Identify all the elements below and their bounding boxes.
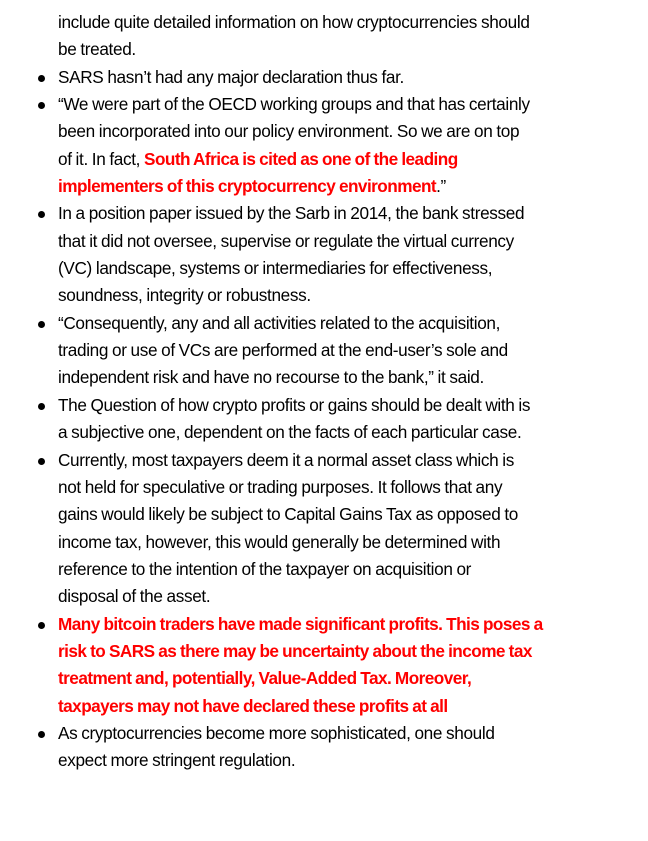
body-text: (VC) landscape, systems or intermediaries for effectiveness, [58,258,493,279]
bullet-item [0,200,648,309]
text-line [58,693,630,720]
bullet-list [0,9,648,775]
text-line [58,611,630,638]
text-line [58,419,630,446]
body-text: a subjective one, dependent on the facts of each particular case. [58,422,522,443]
bullet-icon [38,75,45,82]
text-line [58,118,630,145]
body-text: disposal of the asset. [58,586,211,607]
text-line [58,364,630,391]
bullet-item [0,91,648,200]
text-line [58,228,630,255]
document-page [0,9,648,775]
text-line [58,747,630,774]
text-line [58,173,630,200]
continuation-paragraph [0,9,648,64]
body-text: “We were part of the OECD working groups and that has certainly [58,94,530,115]
bullet-icon [38,458,45,465]
body-text: of it. In fact, [58,148,145,169]
text-line [58,474,630,501]
body-text: trading or use of VCs are performed at the end-user’s sole and [58,340,508,361]
text-line [58,556,630,583]
body-text: been incorporated into our policy environment. So we are on top [58,121,520,142]
bullet-icon [38,622,45,629]
text-line [58,501,630,528]
bullet-icon [38,211,45,218]
highlighted-text: treatment and, potentially, Value-Added Tax. Moreover, [58,668,472,689]
bullet-item [0,720,648,775]
text-line [58,310,630,337]
body-text: SARS hasn’t had any major declaration thus far. [58,66,404,87]
text-line [58,583,630,610]
body-text: The Question of how crypto profits or gains should be dealt with is [58,394,531,415]
bullet-item [0,310,648,392]
bullet-icon [38,731,45,738]
bullet-item [0,447,648,611]
body-text: expect more stringent regulation. [58,750,296,771]
bullet-item [0,611,648,720]
bullet-item [0,392,648,447]
highlighted-text: risk to SARS as there may be uncertainty about the income tax [58,640,532,661]
body-text: soundness, integrity or robustness. [58,285,311,306]
text-line [58,392,630,419]
bullet-icon [38,102,45,109]
body-text: independent risk and have no recourse to the bank,” it said. [58,367,484,388]
bullet-item [0,64,648,91]
highlighted-text: South Africa is cited as one of the leading [144,148,458,169]
text-line [58,146,630,173]
body-text: gains would likely be subject to Capital Gains Tax as opposed to [58,504,519,525]
body-text: .” [436,176,446,197]
body-text: In a position paper issued by the Sarb in 2014, the bank stressed [58,203,525,224]
text-line [58,200,630,227]
text-line [58,638,630,665]
highlighted-text: Many bitcoin traders have made significant profits. This poses a [58,613,543,634]
bullet-icon [38,403,45,410]
text-line [58,447,630,474]
text-line [58,665,630,692]
body-text: reference to the intention of the taxpayer on acquisition or [58,558,472,579]
body-text: Currently, most taxpayers deem it a normal asset class which is [58,449,514,470]
text-line [58,255,630,282]
text-line [58,337,630,364]
highlighted-text: implementers of this cryptocurrency environment [58,176,437,197]
body-text: not held for speculative or trading purposes. It follows that any [58,476,503,497]
body-text: be treated. [58,39,136,60]
body-text: include quite detailed information on how cryptocurrencies should [58,12,530,32]
text-line [58,9,630,36]
body-text: “Consequently, any and all activities related to the acquisition, [58,312,501,333]
text-line [58,64,630,91]
body-text: income tax, however, this would generally be determined with [58,531,501,552]
text-line [58,529,630,556]
body-text: that it did not oversee, supervise or regulate the virtual currency [58,230,514,251]
body-text: As cryptocurrencies become more sophisticated, one should [58,722,495,743]
text-line [58,720,630,747]
text-line [58,91,630,118]
highlighted-text: taxpayers may not have declared these profits at all [58,695,448,716]
text-line [58,282,630,309]
bullet-icon [38,321,45,328]
text-line [58,36,630,63]
